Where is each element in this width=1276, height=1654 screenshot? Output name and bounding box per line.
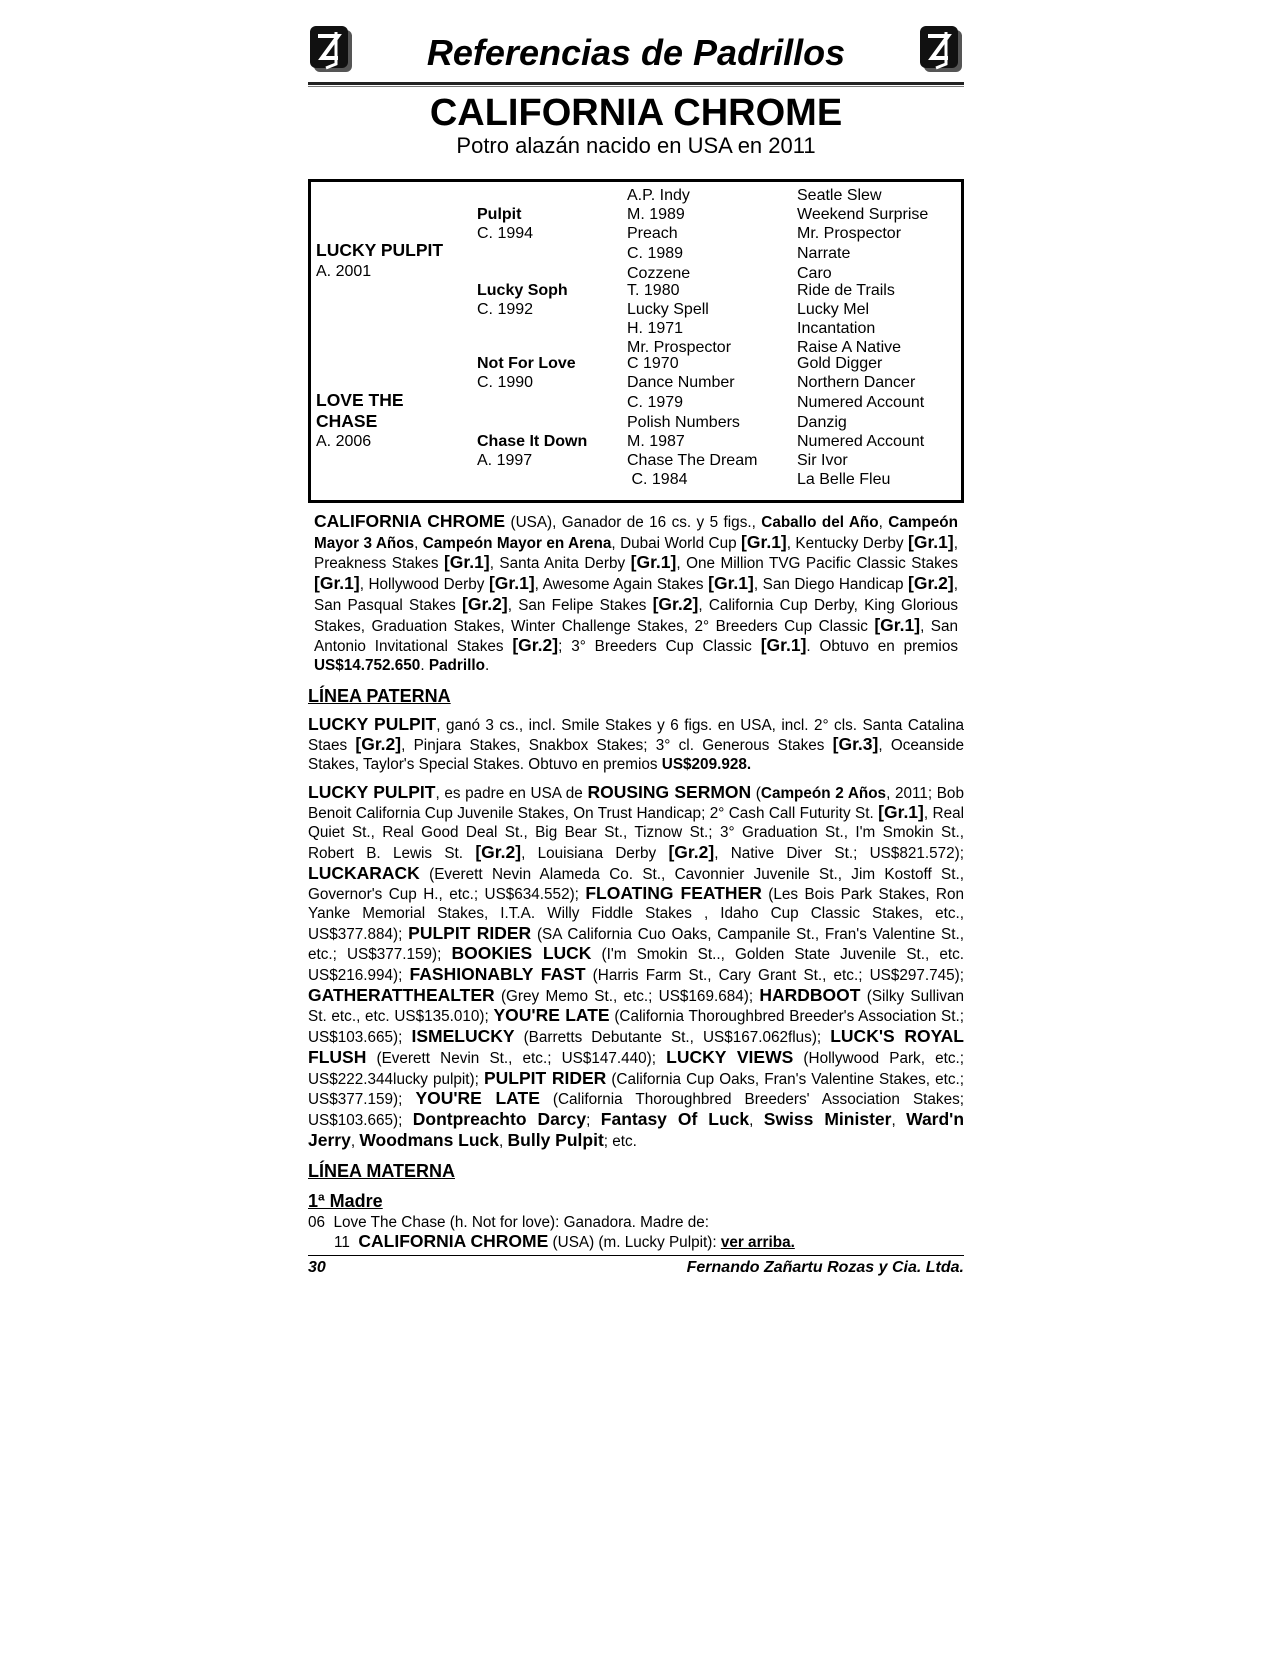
sire-record-paragraph: LUCKY PULPIT, ganó 3 cs., incl. Smile Stakes y 6 figs. en USA, incl. 2° cls. Santa Catalina Staes [Gr.2], Pinjara Stakes, Snakbox Stakes; 3° cl. Generous Stakes [Gr.3], Oceanside Stakes, Taylor's Special Stakes. Obtuvo en premios US$209.928. <box>308 713 964 774</box>
pedigree-g3-name: Cozzene <box>627 265 691 282</box>
pedigree-sire-sire: Pulpit <box>477 206 522 223</box>
horse-name-inline: CALIFORNIA CHROME <box>314 511 506 531</box>
pedigree-dam: LOVE THE <box>316 390 404 410</box>
horse-subtitle: Potro alazán nacido en USA en 2011 <box>456 133 816 158</box>
pedigree-g4: Incantation <box>797 320 876 337</box>
pedigree-g3-name: Polish Numbers <box>627 414 740 431</box>
pedigree-g4: Caro <box>797 265 832 282</box>
page-header <box>308 22 964 82</box>
first-dam-entries <box>308 1214 964 1252</box>
pedigree-year: C. 1990 <box>477 374 534 391</box>
pedigree-g4: Danzig <box>797 414 847 431</box>
pedigree-sire-dam: Lucky Soph <box>477 282 568 299</box>
pedigree-g3-name: Dance Number <box>627 374 735 391</box>
pedigree-g3-year: C. 1989 <box>627 245 684 262</box>
pedigree-year: C. 1994 <box>477 225 534 242</box>
pedigree-g4: Gold Digger <box>797 355 883 372</box>
pedigree-year: C. 1992 <box>477 301 534 318</box>
pedigree-g4: Narrate <box>797 245 851 262</box>
pedigree-g3-year: C. 1984 <box>627 471 688 488</box>
publisher: Fernando Zañartu Rozas y Cia. Ltda. <box>686 1259 964 1277</box>
document-page <box>308 22 964 1281</box>
horse-record-paragraph: CALIFORNIA CHROME (USA), Ganador de 16 cs. y 5 figs., Caballo del Año, Campeón Mayor 3 Años, Campeón Mayor en Arena, Dubai World Cup [Gr.1], Kentucky Derby [Gr.1], Preakness Stakes [Gr.1], Santa Anita Derby [Gr.1], One Million TVG Pacific Classic Stakes [Gr.1], Hollywood Derby [Gr.1], Awesome Again Stakes [Gr.1], San Diego Handicap [Gr.2], San Pasqual Stakes [Gr.2], San Felipe Stakes [Gr.2], California Cup Derby, King Glorious Stakes, Graduation Stakes, Winter Challenge Stakes, 2° Breeders Cup Classic [Gr.1], San Antonio Invitational Stakes [Gr.2]; 3° Breeders Cup Classic [Gr.1]. Obtuvo en premios US$14.752.650. Padrillo. <box>314 511 958 674</box>
pedigree-dam-year: A. 2006 <box>316 433 372 450</box>
pedigree-dam-dam: Chase It Down <box>477 433 588 450</box>
pedigree-g3-name: Preach <box>627 225 678 242</box>
first-dam-heading: 1ª Madre <box>308 1191 383 1212</box>
see-above-link[interactable]: ver arriba. <box>720 1234 795 1252</box>
pedigree-dam-sire: Not For Love <box>477 355 576 372</box>
pedigree-g4: Northern Dancer <box>797 374 916 391</box>
zr-monogram-logo-icon <box>918 24 964 74</box>
pedigree-g4: Numered Account <box>797 433 925 450</box>
footer-rule <box>308 1255 964 1256</box>
pedigree-g3-year: M. 1987 <box>627 433 685 450</box>
dam-progeny-entry: 11 CALIFORNIA CHROME (USA) (m. Lucky Pulpit): ver arriba. <box>334 1231 795 1252</box>
section-title-paterna: LÍNEA PATERNA <box>308 685 451 706</box>
header-title: Referencias de Padrillos <box>426 32 846 73</box>
pedigree-g3-name: Mr. Prospector <box>627 339 732 356</box>
pedigree-g3-name: Lucky Spell <box>627 301 709 318</box>
pedigree-g3-name: A.P. Indy <box>627 187 690 204</box>
pedigree-g3-name: Chase The Dream <box>627 452 758 469</box>
horse-name: CALIFORNIA CHROME <box>429 92 843 134</box>
pedigree-g4: Sir Ivor <box>797 452 848 469</box>
pedigree-g3-year: M. 1989 <box>627 206 685 223</box>
pedigree-g3-year: H. 1971 <box>627 320 684 337</box>
sire-progeny-paragraph: LUCKY PULPIT, es padre en USA de ROUSING SERMON (Campeón 2 Años, 2011; Bob Benoit California Cup Juvenile Stakes, On Trust Handicap; 2° Cash Call Futurity St. [Gr.1], Real Quiet St., Real Good Deal St., Big Bear St., Tiznow St.; 3° Graduation St., I'm Smokin St., Robert B. Lewis St. [Gr.2], Louisiana Derby [Gr.2], Native Diver St.; US$821.572); LUCKARACK (Everett Nevin Alameda Co. St., Cavonnier Juvenile St., Jim Kostoff St., Governor's Cup H., etc.; US$634.552); FLOATING FEATHER (Les Bois Park Stakes, Ron Yanke Memorial Stakes, I.T.A. Willy Fiddle Stakes , Idaho Cup Classic Stakes, etc., US$377.884); PULPIT RIDER (SA California Cuo Oaks, Campanile St., Fran's Valentine St., etc.; US$377.159); BOOKIES LUCK (I'm Smokin St.., Golden State Juvenile St., etc. US$216.994); FASHIONABLY FAST (Harris Farm St., Cary Grant St., etc.; US$297.745); GATHERATTHEALTER (Grey Memo St., etc.; US$169.684); HARDBOOT (Silky Sullivan St. etc., etc. US$135.010); YOU'RE LATE (California Thoroughbred Breeder's Association St.; US$103.665); ISMELUCKY (Barretts Debutante St., US$167.062flus); LUCK'S ROYAL FLUSH (Everett Nevin St., etc.; US$147.440); LUCKY VIEWS (Hollywood Park, etc.; US$222.344lucky pulpit); PULPIT RIDER (California Cup Oaks, Fran's Valentine Stakes, etc.; US$377.159); YOU'RE LATE (California Thoroughbred Breeders' Association Stakes; US$103.665); Dontpreachto Darcy; Fantasy Of Luck, Swiss Minister, Ward'n Jerry, Woodmans Luck, Bully Pulpit; etc. <box>308 781 965 1150</box>
pedigree-sire-year: A. 2001 <box>316 263 372 280</box>
pedigree-dam: CHASE <box>316 411 378 431</box>
page-number: 30 <box>308 1259 326 1277</box>
pedigree-table <box>308 179 964 503</box>
pedigree-g4: La Belle Fleu <box>797 471 891 488</box>
pedigree-g4: Lucky Mel <box>797 301 870 318</box>
page-footer <box>308 1259 964 1281</box>
dam-entry: 06 Love The Chase (h. Not for love): Ganadora. Madre de: <box>308 1214 710 1232</box>
section-title-materna: LÍNEA MATERNA <box>308 1161 455 1182</box>
pedigree-g4: Ride de Trails <box>797 282 895 299</box>
pedigree-g3-year: T. 1980 <box>627 282 680 299</box>
pedigree-sire: LUCKY PULPIT <box>316 240 444 260</box>
pedigree-g4: Numered Account <box>797 394 925 411</box>
pedigree-g3-year: C 1970 <box>627 355 679 372</box>
pedigree-year: A. 1997 <box>477 452 533 469</box>
pedigree-g4: Mr. Prospector <box>797 225 902 242</box>
header-rule <box>308 82 964 87</box>
pedigree-g3-year: C. 1979 <box>627 394 684 411</box>
pedigree-g4: Seatle Slew <box>797 187 882 204</box>
pedigree-g4: Weekend Surprise <box>797 206 929 223</box>
pedigree-g4: Raise A Native <box>797 339 902 356</box>
